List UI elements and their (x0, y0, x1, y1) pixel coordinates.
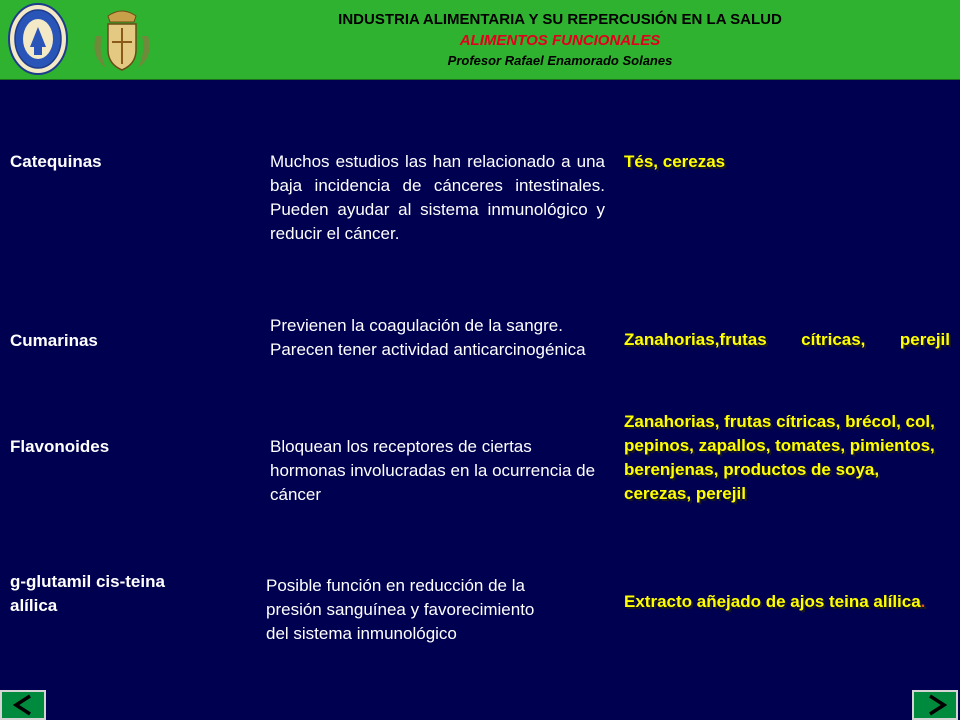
compound-name: Catequinas (10, 152, 102, 171)
previous-slide-button[interactable] (0, 690, 46, 720)
slide-header (0, 0, 960, 80)
food-sources: Tés, cerezas (624, 152, 726, 171)
food-sources-trailing: . (920, 592, 926, 611)
coat-of-arms-icon (88, 6, 156, 76)
university-seal-icon (8, 3, 68, 75)
compound-description: Muchos estudios las han relacionado a una baja incidencia de cánceres intestinales. Pueden ayudar al sistema inmunológico y reducir el cáncer. (270, 152, 605, 243)
compound-name: g-glutamil cis-teina alílica (10, 572, 165, 615)
compound-description: Previenen la coagulación de la sangre. Parecen tener actividad anticarcinogénica (270, 316, 586, 359)
arrow-right-icon (914, 692, 956, 718)
food-sources-text: Extracto añejado de ajos teina alílica (624, 592, 921, 611)
next-slide-button[interactable] (912, 690, 958, 720)
compound-name: Cumarinas (10, 331, 98, 350)
compound-description: Posible función en reducción de la presión sanguínea y favorecimiento del sistema inmunológico (266, 576, 535, 643)
food-sources: Zanahorias, frutas cítricas, brécol, col, pepinos, zapallos, tomates, pimientos, berenjenas, productos de soya, cerezas, perejil (624, 412, 935, 503)
compound-name: Flavonoides (10, 437, 110, 456)
food-sources: Zanahorias,frutas cítricas, perejil (624, 330, 950, 349)
food-sources (624, 590, 950, 614)
arrow-left-icon (2, 692, 44, 718)
author-line: Profesor Rafael Enamorado Solanes (447, 53, 673, 68)
course-title: INDUSTRIA ALIMENTARIA Y SU REPERCUSIÓN EN LA SALUD (338, 11, 782, 28)
topic-subtitle: ALIMENTOS FUNCIONALES (459, 32, 661, 49)
compound-description: Bloquean los receptores de ciertas hormonas involucradas en la ocurrencia de cáncer (270, 437, 596, 504)
